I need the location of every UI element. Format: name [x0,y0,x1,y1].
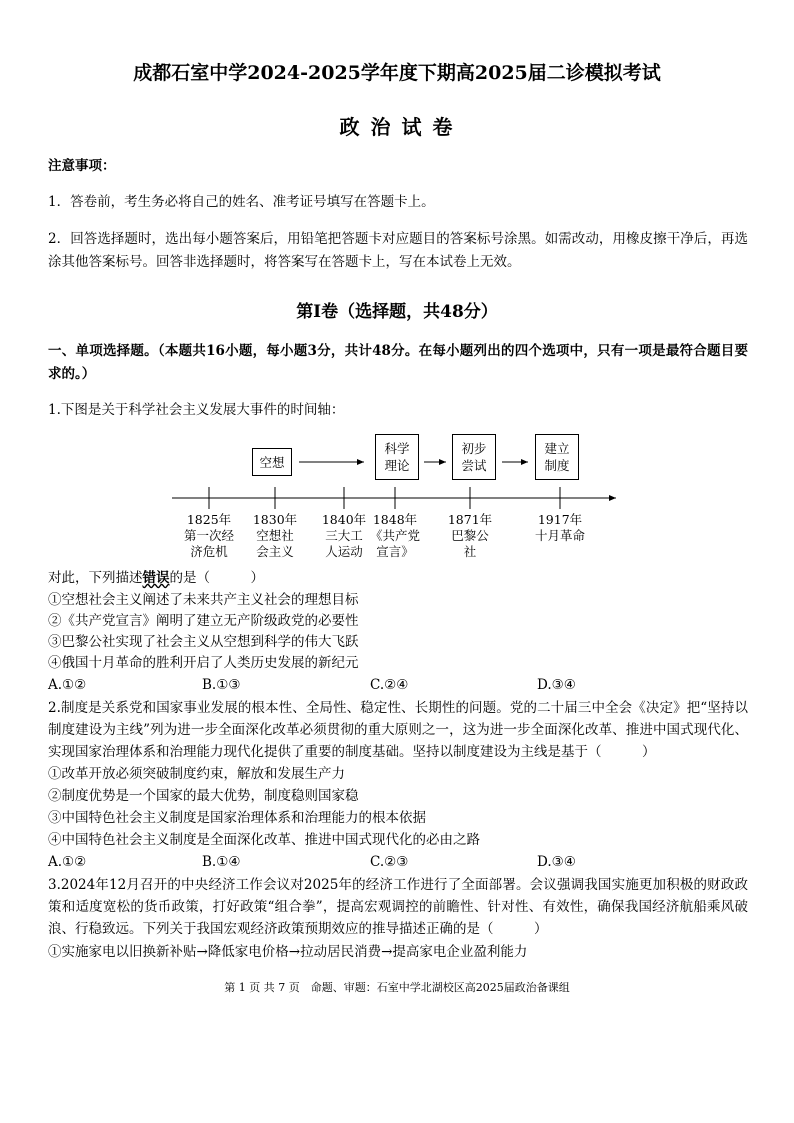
q2-item-4: ④中国特色社会主义制度是全面深化改革、推进中国式现代化的必由之路 [48,832,480,848]
notice-item-2: 2．回答选择题时，选出每小题答案后，用铅笔把答题卡对应题目的答案标号涂黑。如需改动，用橡皮擦干净后，再选涂其他答案标号。回答非选择题时，将答案写在答题卡上，写在本试卷上无效。 [48,231,748,270]
q1-option-d[interactable]: D.③④ [537,677,576,693]
q1-ask-post: 的是（ ） [169,570,264,586]
q1-option-a[interactable]: A.①② [48,677,87,693]
q1-ask-emphasis: 错误 [142,570,170,586]
q1-option-b[interactable]: B.①③ [202,677,241,693]
stage-box-theory: 科学 理论 [375,434,419,480]
timeline-diagram [0,430,794,570]
q1-ask [48,568,264,589]
q2-item-2: ②制度优势是一个国家的最大优势，制度稳则国家稳 [48,788,359,804]
q1-option-c[interactable]: C.②④ [370,677,409,693]
notice-item-1: 1．答卷前，考生务必将自己的姓名、准考证号填写在答题卡上。 [48,194,435,210]
q2-option-a[interactable]: A.①② [48,854,87,870]
event-label-1840: 1840年 三大工 人运动 [321,512,367,559]
exam-subtitle: 政 治 试 卷 [339,115,455,139]
q2-option-c[interactable]: C.②③ [370,854,409,870]
q2-item-3: ③中国特色社会主义制度是国家治理体系和治理能力的根本依据 [48,810,426,826]
q1-stem: 1.下图是关于科学社会主义发展大事件的时间轴： [48,402,345,418]
q1-item-4: ④俄国十月革命的胜利开启了人类历史发展的新纪元 [48,655,359,671]
stage-box-system: 建立 制度 [535,434,579,480]
q3-item-1: ①实施家电以旧换新补贴→降低家电价格→拉动居民消费→提高家电企业盈利能力 [48,944,528,960]
section-title: 第Ⅰ卷（选择题，共48分） [296,302,498,322]
q1-item-1: ①空想社会主义阐述了未来共产主义社会的理想目标 [48,592,359,608]
section-instruction: 一、单项选择题。（本题共16小题，每小题3分，共计48分。在每小题列出的四个选项中，只有一项是最符合题目要求的。） [48,343,748,382]
event-label-1830: 1830年 空想社 会主义 [252,512,298,559]
q2-option-d[interactable]: D.③④ [537,854,576,870]
page-footer: 第 1 页 共 7 页 命题、审题：石室中学北湖校区高2025届政治备课组 [224,981,570,994]
q2-option-b[interactable]: B.①④ [202,854,241,870]
event-label-1871: 1871年 巴黎公 社 [447,512,493,559]
event-label-1825: 1825年 第一次经 济危机 [183,512,234,559]
exam-title: 成都石室中学2024-2025学年度下期高2025届二诊模拟考试 [133,62,661,84]
notice-heading: 注意事项： [48,158,116,174]
event-label-1848: 1848年 《共产党 宣言》 [369,512,420,559]
q2-stem: 2.制度是关系党和国家事业发展的根本性、全局性、稳定性、长期性的问题。党的二十届三中全会《决定》把“坚持以制度建设为主线”列为进一步全面深化改革必须贯彻的重大原则之一，这为进一步全面深化改革、推进中国式现代化、实现国家治理体系和治理能力现代化提供了重要的制度基础。坚持以制度建设为主线是基于（ ） [48,700,748,760]
stage-box-utopian: 空想 [252,448,292,476]
event-label-1917: 1917年 十月革命 [534,512,585,543]
stage-box-trial: 初步 尝试 [452,434,496,480]
q1-ask-pre: 对此，下列描述 [48,570,143,586]
q3-stem: 3.2024年12月召开的中央经济工作会议对2025年的经济工作进行了全面部署。会议强调我国实施更加积极的财政政策和适度宽松的货币政策，打好政策“组合拳”，提高宏观调控的前瞻性、针对性、有效性，确保我国经济航船乘风破浪、行稳致远。下列关于我国宏观经济政策预期效应的推导描述正确的是（ ） [48,877,748,937]
q2-item-1: ①改革开放必须突破制度约束，解放和发展生产力 [48,766,345,782]
q1-item-2: ②《共产党宣言》阐明了建立无产阶级政党的必要性 [48,613,359,629]
q1-item-3: ③巴黎公社实现了社会主义从空想到科学的伟大飞跃 [48,634,359,650]
